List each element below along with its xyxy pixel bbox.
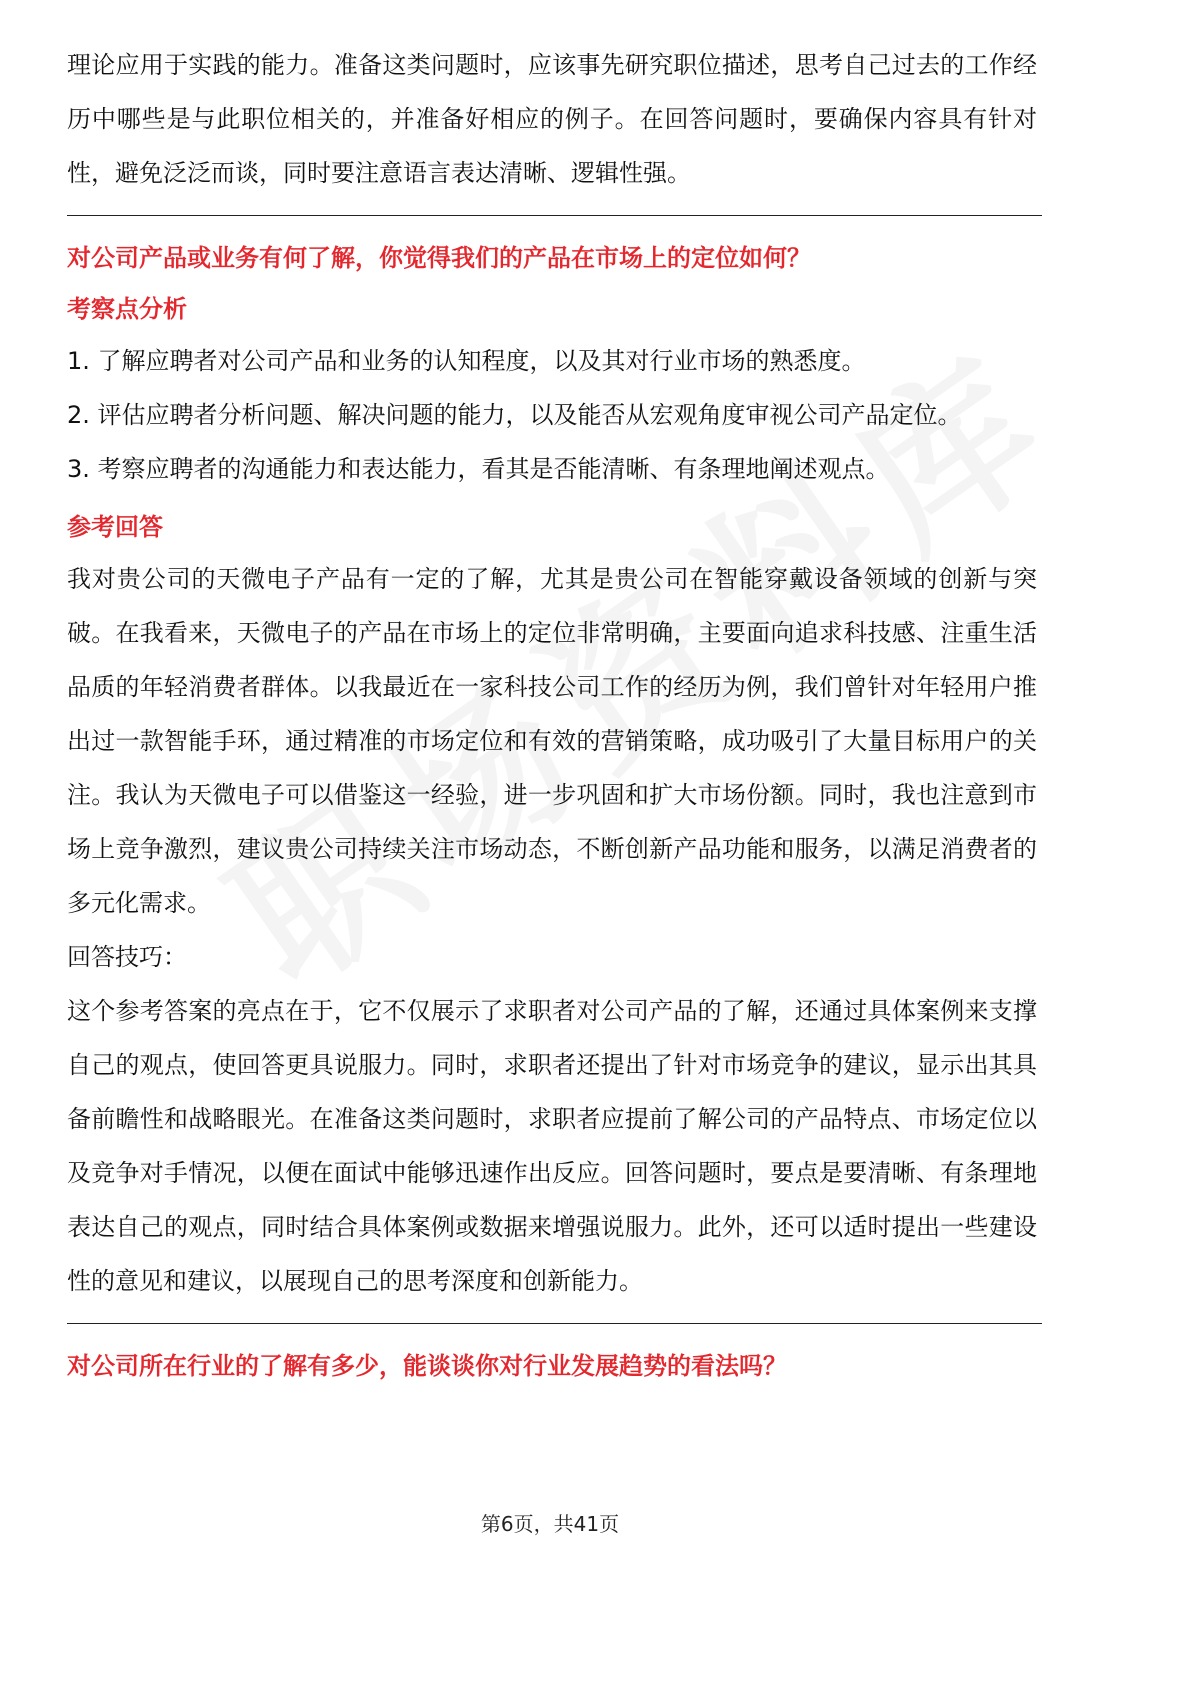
analysis-point: 2. 评估应聘者分析问题、解决问题的能力，以及能否从宏观角度审视公司产品定位。: [67, 401, 962, 429]
analysis-heading: 考察点分析: [67, 295, 187, 323]
page-content: [67, 38, 1037, 1392]
section-divider: [67, 1323, 1042, 1324]
page-number: 第6页，共41页: [480, 1512, 620, 1536]
reference-answer: 我对贵公司的天微电子产品有一定的了解，尤其是贵公司在智能穿戴设备领域的创新与突破。在我看来，天微电子的产品在市场上的定位非常明确，主要面向追求科技感、注重生活品质的年轻消费者群体。以我最近在一家科技公司工作的经历为例，我们曾针对年轻用户推出过一款智能手环，通过精准的市场定位和有效的营销策略，成功吸引了大量目标用户的关注。我认为天微电子可以借鉴这一经验，进一步巩固和扩大市场份额。同时，我也注意到市场上竞争激烈，建议贵公司持续关注市场动态，不断创新产品功能和服务，以满足消费者的多元化需求。: [67, 565, 1037, 917]
tips-paragraph: 这个参考答案的亮点在于，它不仅展示了求职者对公司产品的了解，还通过具体案例来支撑自己的观点，使回答更具说服力。同时，求职者还提出了针对市场竞争的建议，显示出其具备前瞻性和战略眼光。在准备这类问题时，求职者应提前了解公司的产品特点、市场定位以及竞争对手情况，以便在面试中能够迅速作出反应。回答问题时，要点是要清晰、有条理地表达自己的观点，同时结合具体案例或数据来增强说服力。此外，还可以适时提出一些建设性的意见和建议，以展现自己的思考深度和创新能力。: [67, 997, 1037, 1295]
answer-heading: 参考回答: [67, 513, 163, 541]
tips-label: 回答技巧：: [67, 943, 187, 971]
section-divider: [67, 215, 1042, 216]
analysis-point: 3. 考察应聘者的沟通能力和表达能力，看其是否能清晰、有条理地阐述观点。: [67, 455, 890, 483]
question-title: 对公司产品或业务有何了解，你觉得我们的产品在市场上的定位如何？: [67, 244, 811, 272]
analysis-list: [67, 334, 1037, 496]
analysis-point: 1. 了解应聘者对公司产品和业务的认知程度，以及其对行业市场的熟悉度。: [67, 347, 866, 375]
question-title: 对公司所在行业的了解有多少，能谈谈你对行业发展趋势的看法吗？: [67, 1352, 787, 1380]
top-paragraph: 理论应用于实践的能力。准备这类问题时，应该事先研究职位描述，思考自己过去的工作经历中哪些是与此职位相关的，并准备好相应的例子。在回答问题时，要确保内容具有针对性，避免泛泛而谈，同时要注意语言表达清晰、逻辑性强。: [67, 51, 1037, 187]
